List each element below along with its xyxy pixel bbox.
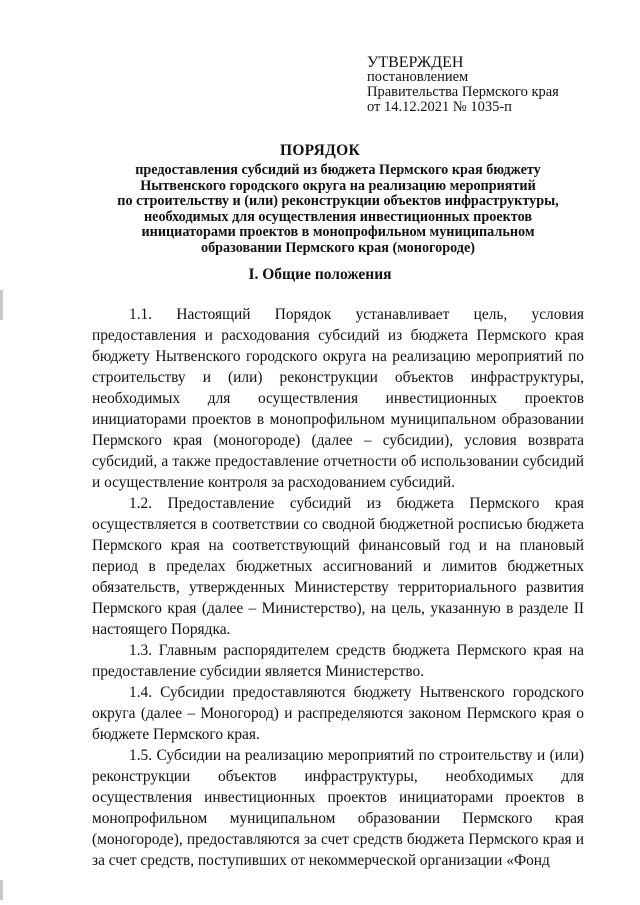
subtitle-line: по строительству и (или) реконструкции объектов инфраструктуры, bbox=[117, 193, 559, 210]
subtitle-line: необходимых для осуществления инвестиционных проектов bbox=[143, 208, 532, 225]
paragraph-1-1: 1.1. Настоящий Порядок устанавливает цель, условия предоставления и расходования субсидий из бюджета Пермского края бюджету Нытвенского городского округа на реализацию мероприятий по строительству и (или) реконструкции объектов инфраструктуры, необходимых для осуществления инвестиционных проектов инициаторами проектов в монопрофильном муниципальном образовании Пермского края (моногороде) (далее – субсидии), условия возврата субсидий, а также предоставление отчетности об использовании субсидий и осуществление контроля за расходованием субсидий. bbox=[92, 306, 584, 491]
scan-edge-mark bbox=[0, 290, 3, 320]
paragraph-1-5: 1.5. Субсидии на реализацию мероприятий по строительству и (или) реконструкции объектов инфраструктуры, необходимых для осуществления инвестиционных проектов инициаторами проектов в монопрофильном муниципальном образовании Пермского края (моногороде), предоставляются за счет средств бюджета Пермского края и за счет средств, поступивших от некоммерческой организации «Фонд bbox=[92, 747, 584, 869]
subtitle-line: Нытвенского городского округа на реализацию мероприятий bbox=[140, 177, 536, 194]
approval-date-number: от 14.12.2021 № 1035-п bbox=[367, 99, 512, 115]
section-heading: I. Общие положения bbox=[248, 266, 392, 283]
approval-line: Правительства Пермского края bbox=[367, 84, 559, 100]
subtitle-line: образовании Пермского края (моногороде) bbox=[200, 239, 476, 256]
subtitle-line: предоставления субсидий из бюджета Пермского края бюджету bbox=[135, 162, 541, 178]
document-subtitle bbox=[90, 163, 586, 257]
paragraph-1-3: 1.3. Главным распорядителем средств бюджета Пермского края на предоставление субсидии является Министерство. bbox=[92, 642, 584, 680]
paragraph-1-4: 1.4. Субсидии предоставляются бюджету Нытвенского городского округа (далее – Моногород) и распределяются законом Пермского края о бюджете Пермского края. bbox=[92, 684, 584, 743]
document-title: ПОРЯДОК bbox=[279, 142, 361, 159]
approval-line: постановлением bbox=[367, 69, 469, 85]
scan-edge-mark bbox=[0, 880, 3, 900]
paragraph-1-2: 1.2. Предоставление субсидий из бюджета Пермского края осуществляется в соответствии со сводной бюджетной росписью бюджета Пермского края на соответствующий финансовый год и на плановый период в пределах бюджетных ассигнований и лимитов бюджетных обязательств, утвержденных Министерству территориального развития Пермского края (далее – Министерство), на цель, указанную в разделе II настоящего Порядка. bbox=[92, 495, 584, 638]
subtitle-line: инициаторами проектов в монопрофильном муниципальном bbox=[141, 224, 535, 241]
approval-stamp: УТВЕРЖДЕН bbox=[367, 54, 464, 71]
document-body bbox=[92, 304, 584, 871]
approval-block bbox=[367, 55, 559, 115]
